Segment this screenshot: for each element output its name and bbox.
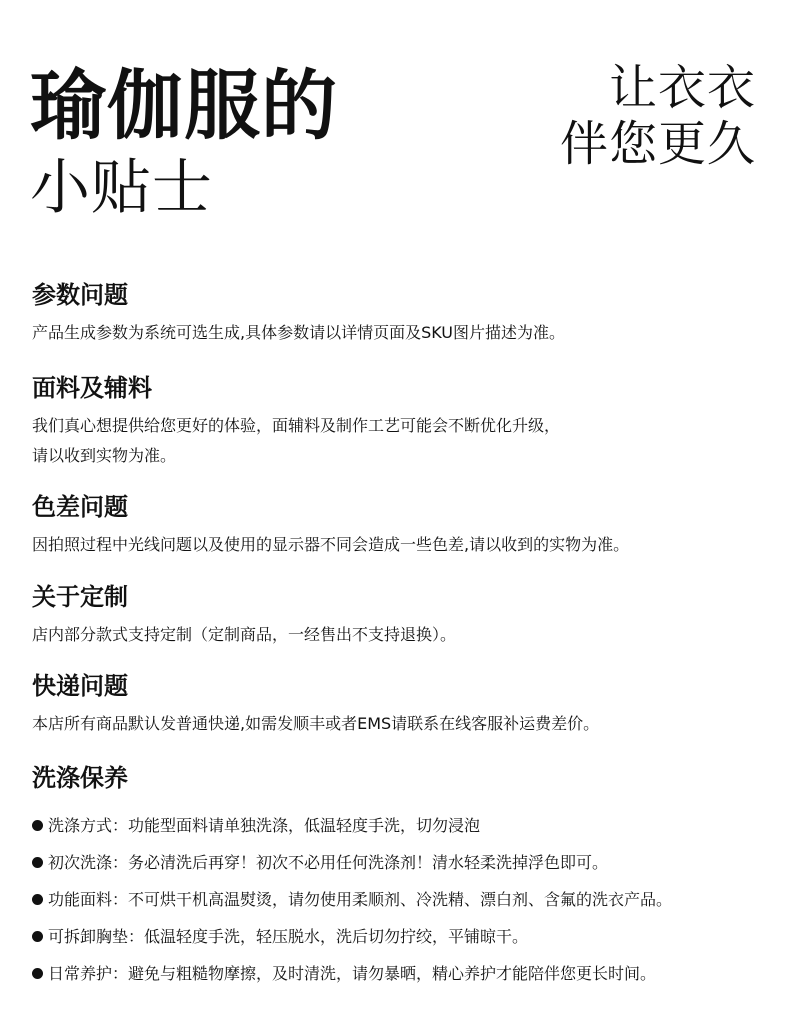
list-item [32,844,772,881]
section-text: 本店所有商品默认发普通快递,如需发顺丰或者EMS请联系在线客服补运费差价。 [32,714,600,733]
care-list [32,807,772,992]
section-title: 面料及辅料 [32,374,152,402]
bullet-dot-icon [32,820,43,831]
page-subtitle: 小贴士 [30,153,213,223]
section-text: 请以收到实物为准。 [32,446,177,465]
section-customization [32,582,772,650]
bullet-dot-icon [32,968,43,979]
section-body [32,709,772,739]
list-item-text: 可拆卸胸垫：低温轻度手洗，轻压脱水，洗后切勿拧绞，平铺晾干。 [48,927,529,946]
section-materials [32,373,772,471]
section-text: 因拍照过程中光线问题以及使用的显示器不同会造成一些色差,请以收到的实物为准。 [32,535,630,554]
section-title: 快递问题 [32,672,128,700]
bullet-dot-icon [32,931,43,942]
section-parameters [32,280,772,348]
list-item [32,955,772,992]
bullet-dot-icon [32,894,43,905]
list-item [32,881,772,918]
section-body [32,411,772,471]
section-body [32,620,772,650]
list-item-text: 日常养护：避免与粗糙物摩擦，及时清洗，请勿暴晒，精心养护才能陪伴您更长时间。 [48,964,657,983]
bullet-dot-icon [32,857,43,868]
page-title: 瑜伽服的 [30,61,338,150]
list-item [32,807,772,844]
section-title: 色差问题 [32,493,128,521]
list-item-text: 功能面料：不可烘干机高温熨烫，请勿使用柔顺剂、冷洗精、漂白剂、含氟的洗衣产品。 [48,890,673,909]
section-text: 店内部分款式支持定制（定制商品，一经售出不支持退换）。 [32,625,457,644]
slogan-line-2: 伴您更久 [559,116,756,172]
section-text: 产品生成参数为系统可选生成,具体参数请以详情页面及SKU图片描述为准。 [32,323,566,342]
list-item [32,918,772,955]
section-body [32,318,772,348]
slogan [560,60,756,172]
list-item-text: 洗涤方式：功能型面料请单独洗涤，低温轻度手洗，切勿浸泡 [48,816,481,835]
section-title: 洗涤保养 [32,764,128,792]
section-body [32,530,772,560]
section-color-difference [32,492,772,560]
section-text: 我们真心想提供给您更好的体验，面辅料及制作工艺可能会不断优化升级， [32,416,561,435]
section-title: 关于定制 [32,583,128,611]
slogan-line-1: 让衣衣 [608,60,756,116]
section-title: 参数问题 [32,281,128,309]
section-shipping [32,671,772,739]
list-item-text: 初次洗涤：务必清洗后再穿！初次不必用任何洗涤剂！清水轻柔洗掉浮色即可。 [48,853,609,872]
section-washing-care [32,763,772,992]
